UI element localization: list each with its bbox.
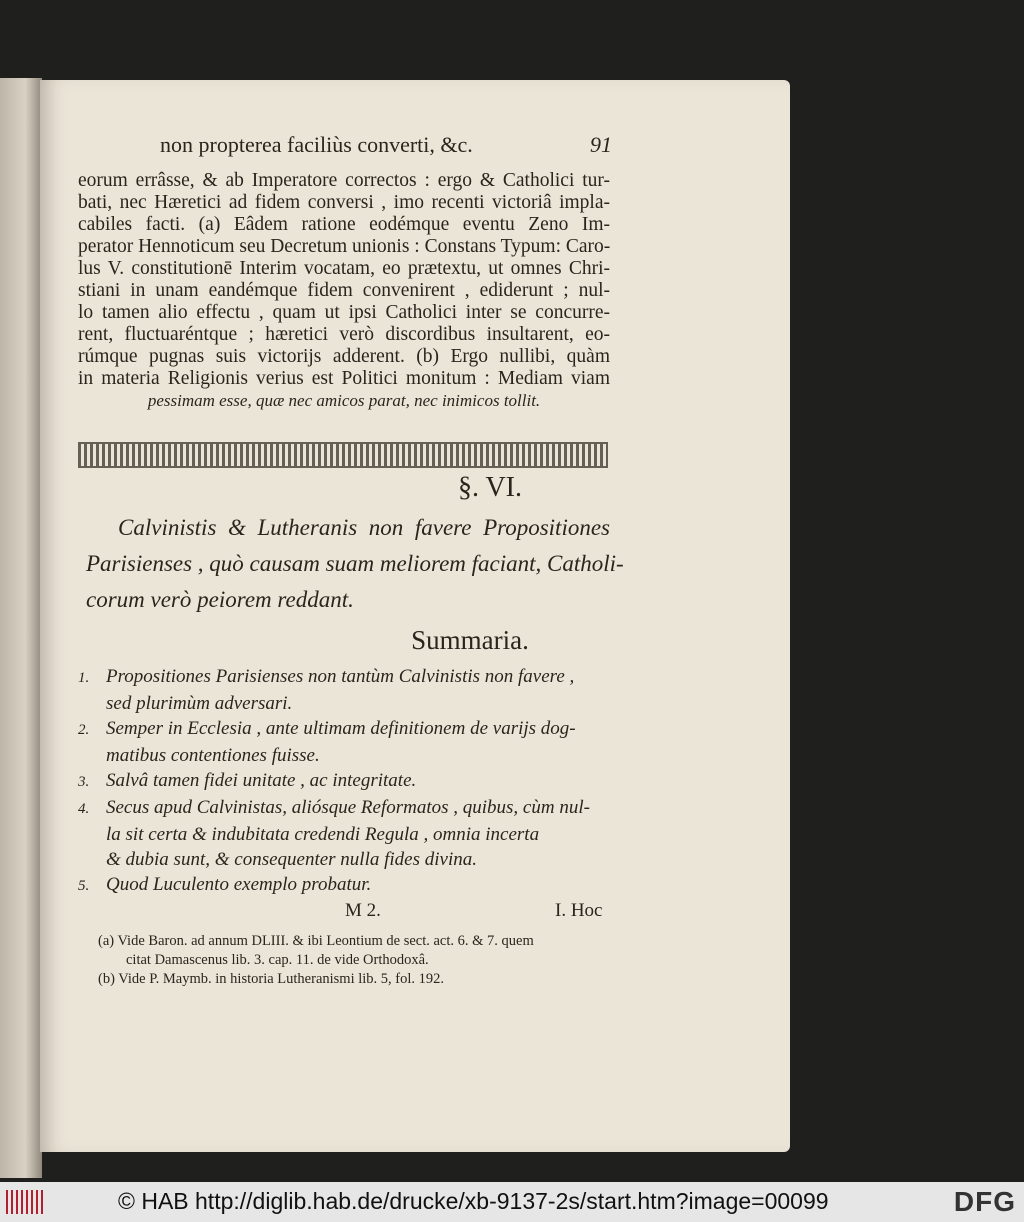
footnotes	[98, 932, 534, 989]
body-line: bati, nec Hæretici ad fidem conversi , imo recenti victoriâ impla-	[78, 192, 610, 213]
summary-item	[78, 872, 618, 899]
summary-item-cont: matibus contentiones fuisse.	[106, 745, 320, 766]
body-text	[78, 170, 610, 412]
page-number: 91	[590, 132, 612, 157]
body-line: eorum errâsse, & ab Imperatore correctos : ergo & Catholici tur-	[78, 170, 610, 191]
body-line: cabiles facti. (a) Eâdem ratione eodémque eventu Zeno Im-	[78, 214, 610, 235]
item-number: 4.	[78, 801, 90, 817]
copyright-link[interactable]: © HAB http://diglib.hab.de/drucke/xb-9137-2s/start.htm?image=00099	[118, 1188, 829, 1214]
body-line: lo tamen alio effectu , quam ut ipsi Catholici inter se concurre-	[78, 302, 610, 323]
footnote-cont: citat Damascenus lib. 3. cap. 11. de vide Orthodoxâ.	[126, 952, 429, 968]
item-number: 5.	[78, 878, 90, 894]
summary-item	[78, 664, 618, 691]
item-number: 1.	[78, 670, 90, 686]
body-line: rent, fluctuaréntque ; hæretici verò discordibus insultarent, eo-	[78, 324, 610, 345]
ornamental-divider	[78, 442, 608, 468]
body-line: rúmque pugnas suis victorijs adderent. (b) Ergo nullibi, quàm	[78, 346, 610, 367]
signature-mark: M 2.	[345, 900, 381, 921]
catchword: I. Hoc	[555, 900, 603, 921]
summary-item	[78, 716, 618, 743]
item-text: Semper in Ecclesia , ante ultimam definitionem de varijs dog-	[106, 718, 576, 739]
body-line: perator Hennoticum seu Decretum unionis : Constans Typum: Caro-	[78, 236, 611, 257]
summary-item-cont: & dubia sunt, & consequenter nulla fides divina.	[106, 849, 477, 870]
item-text: Quod Luculento exemplo probatur.	[106, 874, 372, 895]
item-number: 2.	[78, 722, 90, 738]
item-text: Secus apud Calvinistas, aliósque Reformatos , quibus, cùm nul-	[106, 797, 590, 818]
body-line: lus V. constitutionē Interim vocatam, eo prætextu, ut omnes Chri-	[78, 258, 610, 279]
viewer-footer	[0, 1182, 1024, 1222]
section-title	[86, 510, 624, 618]
body-line: stiani in unam eandémque fidem convenirent , ediderunt ; nul-	[78, 280, 610, 301]
summary-item	[78, 768, 618, 795]
hab-logo-icon	[6, 1190, 46, 1214]
section-title-line: Calvinistis & Lutheranis non favere Propositiones	[118, 515, 610, 540]
running-head: non propterea faciliùs converti, &c.	[160, 132, 473, 157]
footnote: (a) Vide Baron. ad annum DLIII. & ibi Leontium de sect. act. 6. & 7. quem	[98, 933, 534, 949]
summary-heading: Summaria.	[411, 625, 529, 655]
summary-list	[78, 664, 618, 899]
body-line-quote: pessimam esse, quæ nec amicos parat, nec inimicos tollit.	[147, 391, 541, 410]
section-title-line: Parisienses , quò causam suam meliorem faciant, Catholi-	[86, 551, 624, 576]
dfg-logo: DFG	[953, 1186, 1016, 1217]
summary-item	[78, 795, 618, 822]
summary-item-cont: la sit certa & indubitata credendi Regula , omnia incerta	[106, 824, 540, 845]
section-number: §. VI.	[457, 472, 523, 503]
item-text: Propositiones Parisienses non tantùm Calvinistis non favere ,	[106, 666, 575, 687]
summary-item-cont: sed plurimùm adversari.	[106, 693, 293, 714]
item-text: Salvâ tamen fidei unitate , ac integritate.	[106, 770, 417, 791]
item-number: 3.	[78, 774, 90, 790]
footnote: (b) Vide P. Maymb. in historia Lutheranismi lib. 5, fol. 192.	[98, 971, 445, 987]
body-line: in materia Religionis verius est Politici monitum : Mediam viam	[78, 368, 610, 389]
section-title-line: corum verò peiorem reddant.	[86, 587, 354, 612]
